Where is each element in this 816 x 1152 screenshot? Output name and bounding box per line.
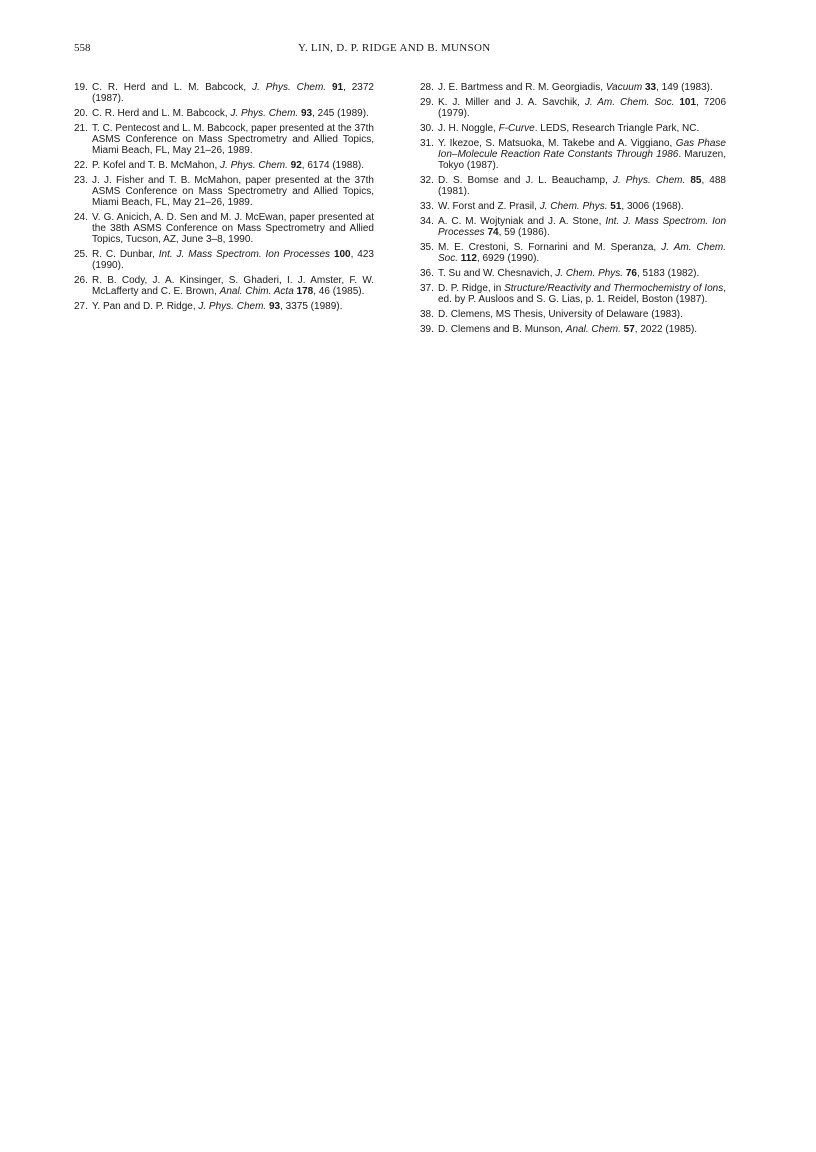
reference-entry	[420, 309, 726, 320]
reference-number: 33.	[420, 201, 434, 212]
reference-number: 38.	[420, 309, 434, 320]
reference-journal: J. Phys. Chem.	[252, 82, 327, 93]
reference-segment: V. G. Anicich, A. D. Sen and M. J. McEwan, paper presented at the 38th ASMS Conference on Mass Spectrometry and Allied Topics, Tucson, AZ, June 3–8, 1990.	[92, 212, 374, 245]
reference-number: 37.	[420, 283, 434, 294]
reference-text	[92, 175, 374, 208]
reference-segment: D. P. Ridge, in	[438, 283, 505, 294]
reference-segment: R. C. Dunbar,	[92, 249, 159, 260]
reference-text	[438, 309, 683, 320]
reference-number: 19.	[74, 82, 88, 93]
reference-journal: Int. J. Mass Spectrom. Ion Processes	[438, 216, 727, 238]
reference-journal: Anal. Chim. Acta	[219, 286, 294, 297]
reference-number: 21.	[74, 123, 88, 134]
reference-segment: D. S. Bomse and J. L. Beauchamp,	[438, 175, 613, 186]
reference-segment: , 5183 (1982).	[637, 268, 700, 279]
reference-text	[92, 82, 374, 104]
reference-number: 23.	[74, 175, 88, 186]
reference-text	[438, 82, 713, 93]
reference-segment: M. E. Crestoni, S. Fornarini and M. Speranza,	[438, 242, 662, 253]
reference-text	[438, 97, 726, 119]
reference-segment: T. C. Pentecost and L. M. Babcock, paper presented at the 37th ASMS Conference on Mass Spectrometry and Allied Topics, Miami Beach, FL, May 21–26, 1989.	[92, 123, 374, 156]
reference-text	[92, 275, 374, 297]
reference-segment: D. Clemens, MS Thesis, University of Delaware (1983).	[438, 309, 683, 320]
reference-entry	[74, 108, 374, 119]
reference-entry	[420, 123, 726, 134]
page-number: 558	[74, 42, 91, 54]
reference-volume: 74	[487, 227, 499, 238]
reference-segment: , ed. by P. Ausloos and S. G. Lias, p. 1. Reidel, Boston (1987).	[438, 283, 726, 305]
reference-segment: T. Su and W. Chesnavich,	[438, 268, 556, 279]
reference-journal: J. Am. Chem. Soc.	[438, 242, 726, 264]
reference-journal: F-Curve	[498, 123, 535, 134]
reference-number: 22.	[74, 160, 88, 171]
reference-journal: Anal. Chem.	[565, 324, 621, 335]
reference-journal: J. Chem. Phys.	[539, 201, 608, 212]
reference-segment: , 488 (1981).	[438, 175, 726, 197]
reference-journal: Gas Phase Ion–Molecule Reaction Rate Constants Through 1986	[438, 138, 726, 160]
reference-journal: J. Phys. Chem.	[198, 301, 267, 312]
reference-segment: , 2372 (1987).	[92, 82, 374, 104]
reference-entry	[420, 201, 726, 212]
reference-text	[438, 138, 726, 171]
reference-segment: J. H. Noggle,	[438, 123, 499, 134]
reference-segment: P. Kofel and T. B. McMahon,	[92, 160, 221, 171]
reference-text	[438, 175, 726, 197]
reference-number: 24.	[74, 212, 88, 223]
reference-journal: Structure/Reactivity and Thermochemistry of Ions	[504, 283, 724, 294]
reference-number: 31.	[420, 138, 434, 149]
reference-number: 32.	[420, 175, 434, 186]
reference-segment: , 245 (1989).	[312, 108, 369, 119]
reference-number: 20.	[74, 108, 88, 119]
reference-journal: J. Phys. Chem.	[612, 175, 686, 186]
reference-segment: . Maruzen, Tokyo (1987).	[438, 149, 726, 171]
reference-segment: , 59 (1986).	[498, 227, 550, 238]
reference-segment: J. J. Fisher and T. B. McMahon, paper presented at the 37th ASMS Conference on Mass Spectrometry and Allied Topics, Miami Beach, FL, May 21–26, 1989.	[92, 175, 374, 208]
reference-entry	[420, 175, 726, 197]
reference-segment: C. R. Herd and L. M. Babcock,	[92, 82, 253, 93]
reference-entry	[74, 212, 374, 245]
reference-number: 34.	[420, 216, 434, 227]
reference-segment: J. E. Bartmess and R. M. Georgiadis,	[438, 82, 606, 93]
reference-entry	[74, 175, 374, 208]
reference-volume: 33	[644, 82, 657, 93]
reference-segment: D. Clemens and B. Munson,	[438, 324, 566, 335]
reference-segment: C. R. Herd and L. M. Babcock,	[92, 108, 231, 119]
reference-text	[438, 283, 726, 305]
reference-text	[92, 301, 342, 312]
reference-volume: 93	[268, 301, 281, 312]
reference-text	[92, 108, 369, 119]
reference-volume: 85	[690, 175, 702, 186]
reference-number: 26.	[74, 275, 88, 286]
reference-text	[438, 216, 726, 238]
reference-number: 30.	[420, 123, 434, 134]
reference-segment: W. Forst and Z. Prasil,	[438, 201, 540, 212]
reference-number: 35.	[420, 242, 434, 253]
reference-volume: 112	[460, 253, 477, 264]
reference-journal: J. Chem. Phys.	[555, 268, 624, 279]
reference-segment: Y. Pan and D. P. Ridge,	[92, 301, 199, 312]
reference-volume: 93	[300, 108, 313, 119]
reference-segment: , 2022 (1985).	[634, 324, 698, 335]
references-column-right	[420, 82, 726, 339]
reference-entry	[420, 97, 726, 119]
reference-segment: . LEDS, Research Triangle Park, NC.	[534, 123, 700, 134]
reference-number: 25.	[74, 249, 88, 260]
reference-segment: , 46 (1985).	[313, 286, 365, 297]
reference-number: 28.	[420, 82, 434, 93]
reference-entry	[420, 324, 726, 335]
reference-segment: K. J. Miller and J. A. Savchik,	[438, 97, 585, 108]
reference-journal: J. Am. Chem. Soc.	[584, 97, 675, 108]
reference-segment: , 6929 (1990).	[476, 253, 540, 264]
reference-volume: 76	[625, 268, 637, 279]
references-column-left	[74, 82, 374, 316]
reference-text	[438, 201, 684, 212]
reference-text	[92, 249, 374, 271]
reference-segment: R. B. Cody, J. A. Kinsinger, S. Ghaderi, I. J. Amster, F. W. McLafferty and C. E. Brown,	[92, 275, 374, 297]
reference-entry	[420, 138, 726, 171]
reference-journal: J. Phys. Chem.	[220, 160, 288, 171]
reference-entry	[420, 216, 726, 238]
reference-segment: , 7206 (1979).	[438, 97, 727, 119]
reference-entry	[74, 275, 374, 297]
running-head: Y. LIN, D. P. RIDGE AND B. MUNSON	[298, 42, 491, 54]
reference-entry	[74, 82, 374, 104]
reference-entry	[74, 160, 374, 171]
reference-entry	[420, 283, 726, 305]
reference-entry	[420, 242, 726, 264]
reference-text	[438, 242, 726, 264]
reference-text	[92, 160, 364, 171]
reference-entry	[74, 123, 374, 156]
reference-number: 36.	[420, 268, 434, 279]
reference-text	[92, 212, 374, 245]
reference-text	[438, 123, 699, 134]
reference-number: 29.	[420, 97, 434, 108]
reference-segment: Y. Ikezoe, S. Matsuoka, M. Takebe and A. Viggiano,	[438, 138, 676, 149]
reference-journal: Vacuum	[605, 82, 643, 93]
reference-volume: 100	[333, 249, 351, 260]
reference-entry	[74, 249, 374, 271]
reference-segment: , 149 (1983).	[656, 82, 713, 93]
reference-text	[438, 324, 697, 335]
reference-volume: 91	[331, 82, 344, 93]
reference-entry	[420, 82, 726, 93]
reference-number: 39.	[420, 324, 434, 335]
reference-segment: , 3006 (1968).	[621, 201, 684, 212]
reference-volume: 92	[290, 160, 302, 171]
reference-segment: A. C. M. Wojtyniak and J. A. Stone,	[438, 216, 606, 227]
reference-text	[92, 123, 374, 156]
reference-volume: 178	[296, 286, 314, 297]
reference-text	[438, 268, 699, 279]
page-header	[74, 42, 730, 58]
reference-segment: , 6174 (1988).	[301, 160, 365, 171]
reference-entry	[74, 301, 374, 312]
reference-journal: J. Phys. Chem.	[230, 108, 299, 119]
reference-number: 27.	[74, 301, 88, 312]
reference-entry	[420, 268, 726, 279]
reference-journal: Int. J. Mass Spectrom. Ion Processes	[158, 249, 331, 260]
reference-segment: , 423 (1990).	[92, 249, 374, 271]
reference-volume: 57	[623, 324, 635, 335]
reference-volume: 51	[610, 201, 622, 212]
reference-segment: , 3375 (1989).	[280, 301, 343, 312]
reference-volume: 101	[679, 97, 697, 108]
